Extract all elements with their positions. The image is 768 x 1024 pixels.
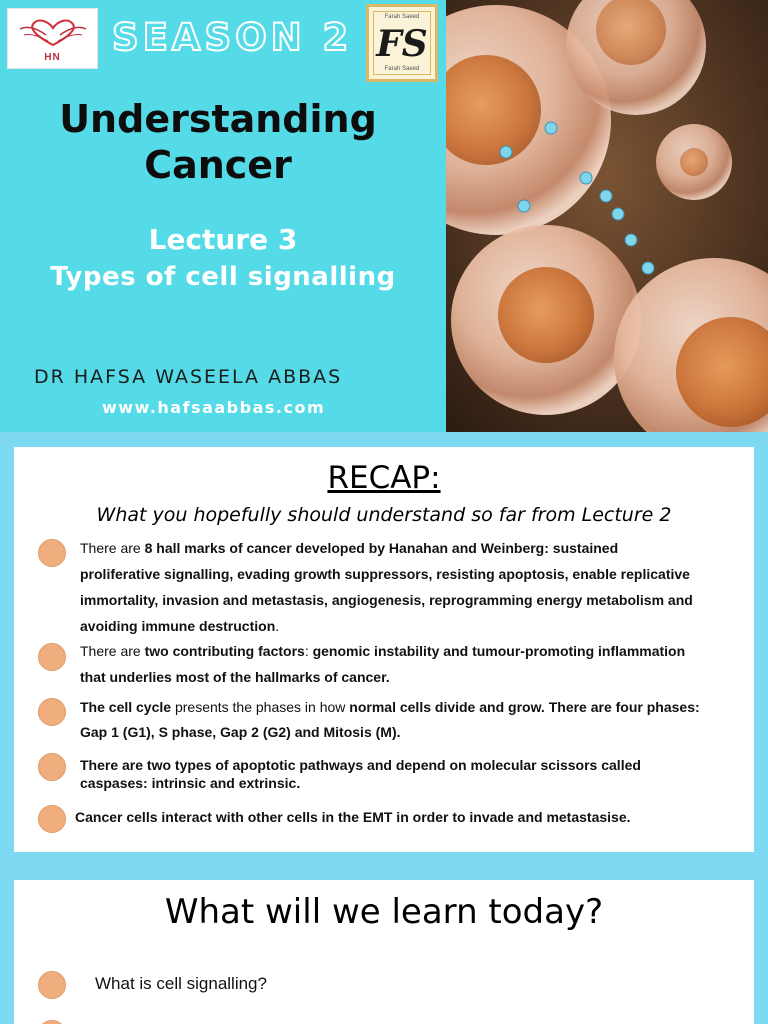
cover-slide (0, 0, 768, 432)
bullet-icon (38, 971, 66, 999)
hn-logo (7, 8, 98, 69)
learn-item-1: What is cell signalling? (95, 974, 267, 993)
recap-item-4-line-2: caspases: intrinsic and extrinsic. (80, 775, 301, 791)
title-line-1: Understanding (59, 97, 377, 141)
recap-item-5-line-1: Cancer cells interact with other cells in the EMT in order to invade and metastasise. (75, 809, 631, 825)
fs-logo-letters: FS (376, 23, 428, 65)
page-title (28, 96, 408, 188)
author-name: DR HAFSA WASEELA ABBAS (34, 366, 343, 388)
fs-logo-name-top: Farah Saeed (384, 14, 420, 20)
bullet-icon (38, 643, 66, 671)
fs-logo-frame (373, 11, 431, 75)
recap-item-2-line-2: that underlies most of the hallmarks of cancer. (80, 669, 390, 685)
recap-item-1-line-4: avoiding immune destruction. (80, 618, 280, 634)
recap-item-4-line-1: There are two types of apoptotic pathways and depend on molecular scissors called (80, 757, 641, 773)
lecture-topic: Types of cell signalling (50, 262, 396, 292)
bullet-icon (38, 698, 66, 726)
bullet-icon (38, 1020, 66, 1024)
recap-item-1-line-2: proliferative signalling, evading growth suppressors, resisting apoptosis, enable replicative (80, 566, 690, 582)
lecture-number: Lecture 3 (148, 223, 298, 256)
hn-logo-text: HN (44, 52, 61, 63)
title-line-2: Cancer (144, 143, 292, 187)
bullet-icon (38, 539, 66, 567)
recap-item-3-line-1: The cell cycle presents the phases in how normal cells divide and grow. There are four phases: (80, 699, 700, 715)
recap-item-1-line-1: There are 8 hall marks of cancer developed by Hanahan and Weinberg: sustained (80, 540, 619, 556)
recap-item-1-line-3: immortality, invasion and metastasis, angiogenesis, reprogramming energy metabolism and (80, 592, 693, 608)
recap-heading: RECAP: (327, 460, 441, 496)
cells-illustration (446, 0, 768, 432)
recap-item-2-line-1: There are two contributing factors: genomic instability and tumour-promoting inflammation (80, 643, 686, 659)
learn-slide (14, 880, 754, 1024)
recap-subheading: What you hopefully should understand so far from Lecture 2 (96, 504, 672, 526)
recap-item-3-line-2: Gap 1 (G1), S phase, Gap 2 (G2) and Mitosis (M). (80, 724, 401, 740)
fs-logo-name-bottom: Farah Saeed (384, 66, 420, 72)
hands-heart-icon (18, 15, 88, 51)
recap-slide (14, 447, 754, 852)
fs-logo (366, 4, 438, 82)
season-label: SEASON 2 (112, 16, 353, 59)
bullet-icon (38, 805, 66, 833)
bullet-icon (38, 753, 66, 781)
learn-heading: What will we learn today? (164, 892, 604, 932)
cover-text-panel (0, 0, 446, 432)
website-link[interactable]: www.hafsaabbas.com (102, 398, 326, 417)
